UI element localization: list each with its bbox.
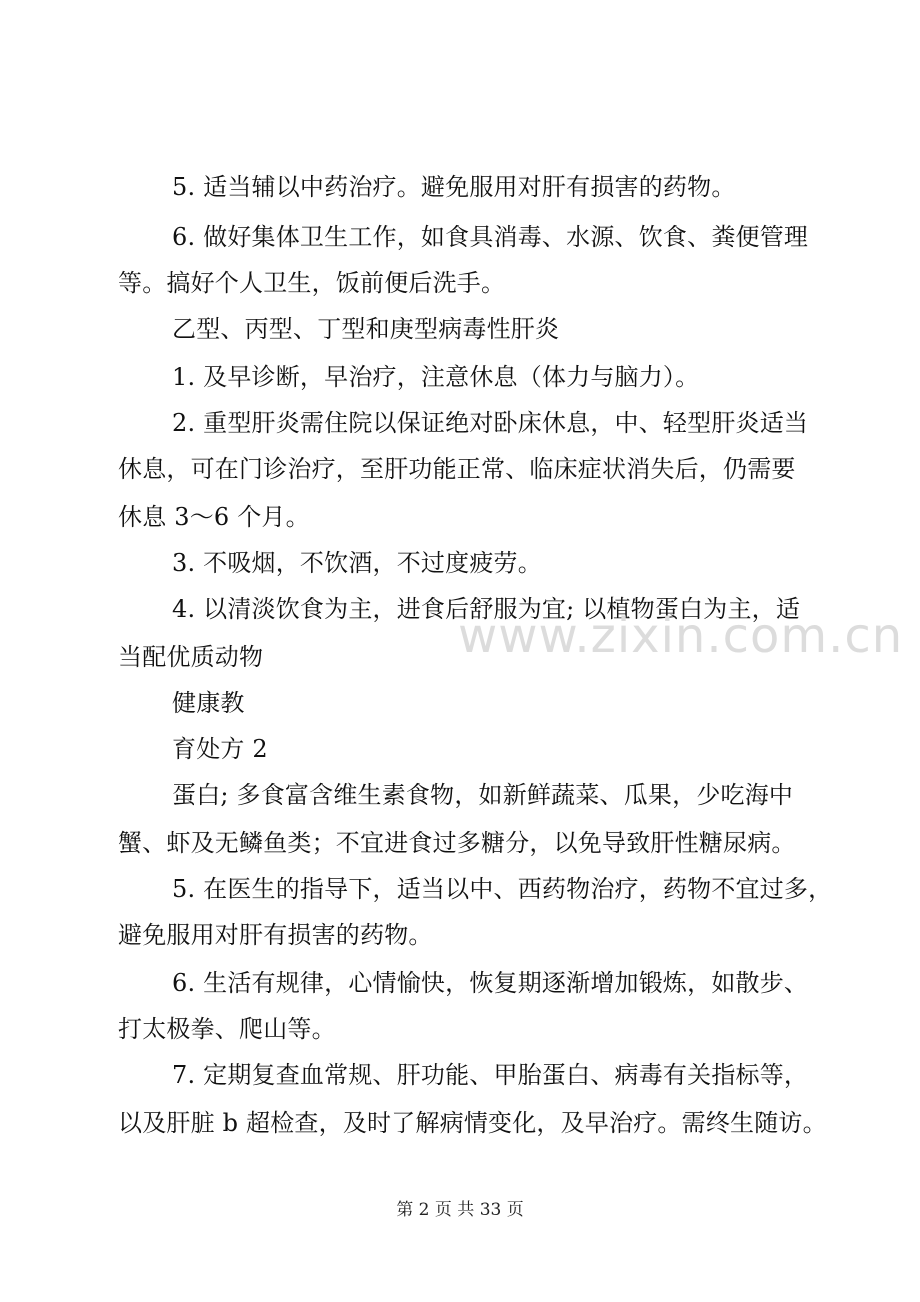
text-line: 休息，可在门诊治疗，至肝功能正常、临床症状消失后，仍需要 [118,455,796,483]
text-line: 蟹、虾及无鳞鱼类；不宜进食过多糖分，以免导致肝性糖尿病。 [118,829,796,857]
text-line: 休息 3～6 个月。 [118,503,310,531]
text-line: 以及肝脏 b 超检查，及时了解病情变化，及早治疗。需终生随访。 [118,1109,827,1137]
text-line: 蛋白; 多食富含维生素食物，如新鲜蔬菜、瓜果，少吃海中 [172,781,794,809]
text-line: 2. 重型肝炎需住院以保证绝对卧床休息，中、轻型肝炎适当 [172,409,809,437]
text-line: 1. 及早诊断，早治疗，注意休息（体力与脑力）。 [172,363,700,391]
text-line: 3. 不吸烟，不饮酒，不过度疲劳。 [172,549,542,577]
text-line: 等。搞好个人卫生，饭前便后洗手。 [118,269,506,297]
text-line: 6. 生活有规律，心情愉快，恢复期逐渐增加锻炼，如散步、 [172,969,809,997]
text-line: 5. 在医生的指导下，适当以中、西药物治疗，药物不宜过多， [172,875,833,903]
watermark: www.zixin.com.cn [458,608,904,664]
page-footer: 第 2 页 共 33 页 [396,1200,524,1220]
text-line: 打太极拳、爬山等。 [118,1015,336,1043]
text-line: 7. 定期复查血常规、肝功能、甲胎蛋白、病毒有关指标等， [172,1061,809,1089]
text-line: 育处方 2 [172,735,268,763]
text-line: 6. 做好集体卫生工作，如食具消毒、水源、饮食、粪便管理 [172,223,809,251]
section-heading: 乙型、丙型、丁型和庚型病毒性肝炎 [172,315,560,343]
text-line: 4. 以清淡饮食为主，进食后舒服为宜; 以植物蛋白为主，适 [172,595,801,623]
text-line: 健康教 [172,689,245,717]
text-line: 避免服用对肝有损害的药物。 [118,921,433,949]
text-line: 5. 适当辅以中药治疗。避免服用对肝有损害的药物。 [172,173,736,201]
text-line: 当配优质动物 [118,643,264,671]
